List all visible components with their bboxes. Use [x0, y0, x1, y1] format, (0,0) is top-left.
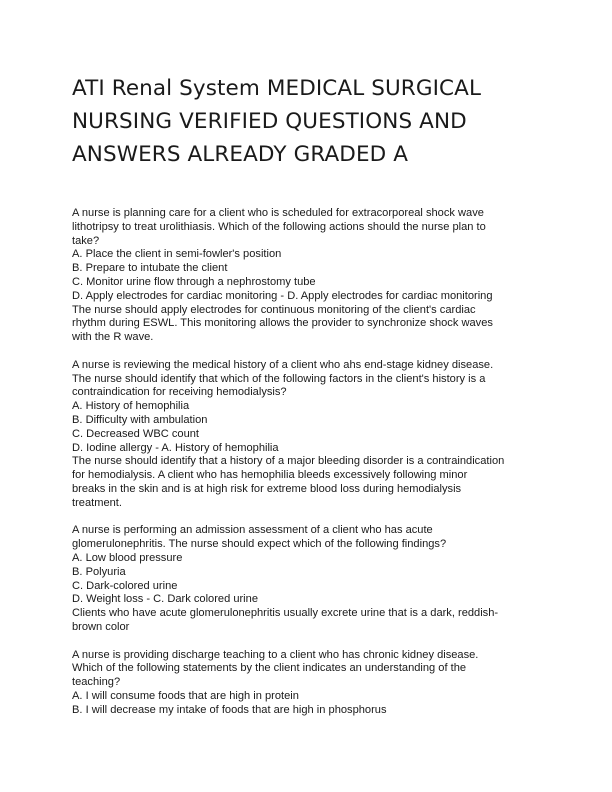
question-text-line: lithotripsy to treat urolithiasis. Which of the following actions should the nurse plan to	[72, 220, 486, 233]
question-text-line: teaching?	[72, 676, 121, 689]
paragraph-gap	[72, 511, 544, 525]
question-text-line: The nurse should identify that a history of a major bleeding disorder is a contraindication	[72, 455, 505, 468]
question-text-line: Clients who have acute glomerulonephritis usually excrete urine that is a dark, reddish-	[72, 607, 499, 620]
question-text-line: C. Dark-colored urine	[72, 579, 178, 592]
question-text-line: contraindication for receiving hemodialysis?	[72, 386, 287, 399]
question-text-line: D. Iodine allergy - A. History of hemophilia	[72, 441, 279, 454]
question-block	[72, 649, 544, 718]
question-text-line: C. Decreased WBC count	[72, 427, 200, 440]
question-block	[72, 207, 544, 345]
title-line: ATI Renal System MEDICAL SURGICAL	[72, 76, 482, 101]
paragraph-gap	[72, 345, 544, 359]
question-text-line: B. I will decrease my intake of foods that are high in phosphorus	[72, 703, 387, 716]
question-text-line: for hemodialysis. A client who has hemophilia bleeds excessively following minor	[72, 469, 468, 482]
question-text-line: D. Apply electrodes for cardiac monitoring - D. Apply electrodes for cardiac monitoring	[72, 289, 493, 302]
question-text-line: B. Difficulty with ambulation	[72, 413, 208, 426]
question-text-line: take?	[72, 234, 100, 247]
question-text-line: breaks in the skin and is at high risk for extreme blood loss during hemodialysis	[72, 482, 462, 495]
question-text-line: B. Polyuria	[72, 565, 126, 578]
question-text-line: A. I will consume foods that are high in protein	[72, 689, 299, 702]
question-text-line: with the R wave.	[72, 331, 154, 344]
question-text-line: A. Place the client in semi-fowler's position	[72, 248, 282, 261]
question-text-line: B. Prepare to intubate the client	[72, 262, 228, 275]
question-block	[72, 359, 544, 511]
question-text-line: treatment.	[72, 496, 122, 509]
question-text-line: A. History of hemophilia	[72, 400, 190, 413]
question-text-line: rhythm during ESWL. This monitoring allows the provider to synchronize shock waves	[72, 317, 493, 330]
question-text-line: brown color	[72, 620, 130, 633]
document-title	[72, 72, 542, 171]
question-text-line: A. Low blood pressure	[72, 551, 183, 564]
question-text-line: A nurse is reviewing the medical history of a client who ahs end-stage kidney disease.	[72, 358, 494, 371]
question-text-line: C. Monitor urine flow through a nephrostomy tube	[72, 275, 316, 288]
question-text-line: A nurse is planning care for a client who is scheduled for extracorporeal shock wave	[72, 207, 484, 219]
question-text-line: A nurse is performing an admission assessment of a client who has acute	[72, 524, 433, 537]
question-text-line: The nurse should identify that which of the following factors in the client's history is a	[72, 372, 486, 385]
question-text-line: The nurse should apply electrodes for continuous monitoring of the client's cardiac	[72, 303, 476, 316]
title-line: ANSWERS ALREADY GRADED A	[72, 142, 409, 167]
question-block	[72, 524, 544, 634]
title-line: NURSING VERIFIED QUESTIONS AND	[72, 109, 467, 134]
question-text-line: A nurse is providing discharge teaching to a client who has chronic kidney disease.	[72, 648, 479, 661]
question-text-line: D. Weight loss - C. Dark colored urine	[72, 593, 258, 606]
question-text-line: glomerulonephritis. The nurse should expect which of the following findings?	[72, 538, 447, 551]
question-list	[72, 207, 544, 717]
paragraph-gap	[72, 635, 544, 649]
question-text-line: Which of the following statements by the client indicates an understanding of the	[72, 662, 467, 675]
